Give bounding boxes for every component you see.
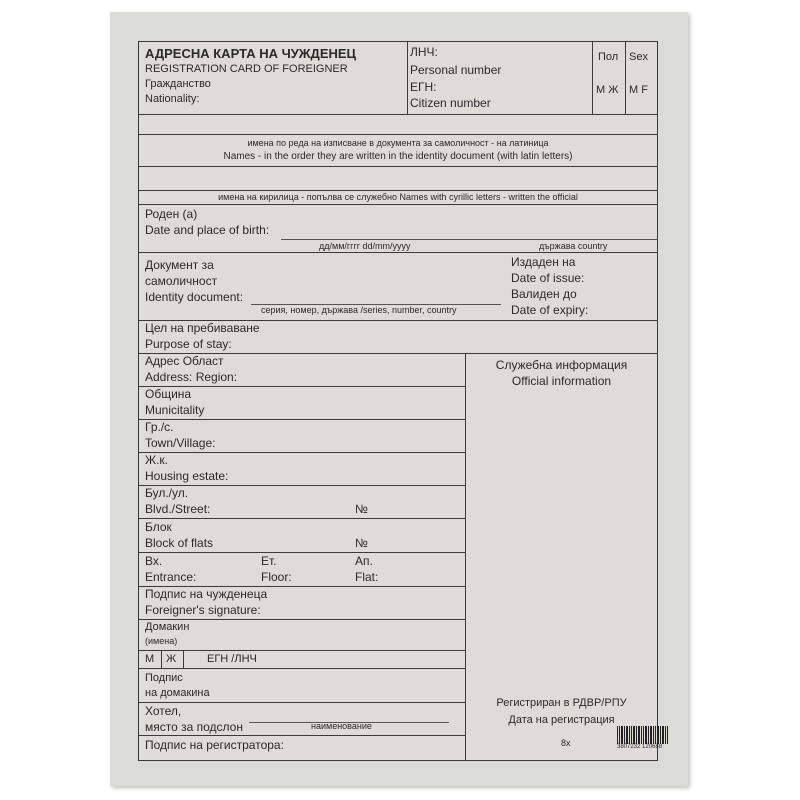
row-divider [139,419,465,420]
municipality-label-bg: Община [145,387,192,401]
street-number-sign: № [355,502,368,516]
divider [625,42,626,114]
registered-label: Регистриран в РДВР/РПУ [496,697,627,709]
row-divider [139,702,465,703]
personal-number-label: Personal number [410,63,502,77]
row-divider [139,166,657,167]
housing-label-bg: Ж.к. [145,453,168,467]
block-number-sign: № [355,536,368,550]
official-title-en: Official information [511,374,612,388]
identity-series-hint: серия, номер, държава /series, number, country [261,305,457,315]
row-divider [139,204,657,205]
row-divider [139,190,657,191]
flat-label-en: Flat: [355,570,379,584]
floor-label-bg: Ет. [261,554,277,568]
registration-date-label: Дата на регистрация [508,714,615,726]
hotel-label-2: място за подслон [145,720,243,734]
sex-label-en: Sex [629,51,648,63]
town-label-en: Town/Village: [145,436,216,450]
foreigner-signature-label-bg: Подпис на чужденеца [145,587,268,601]
identity-label-en: Identity document: [145,290,244,304]
birth-date-hint: дд/мм/гггг dd/mm/yyyy [319,241,411,251]
birth-label-en: Date and place of birth: [145,223,270,237]
official-title-bg: Служебна информация [495,358,628,372]
form-frame [138,41,658,761]
street-label-en: Blvd./Street: [145,502,211,516]
purpose-label-en: Purpose of stay: [145,337,232,351]
row-divider [139,552,465,553]
row-divider [139,252,657,253]
sex-options-en: M F [629,84,648,96]
divider [407,42,408,114]
flat-label-bg: Ап. [355,554,373,568]
row-divider [139,619,465,620]
barcode [617,726,669,752]
identity-label-bg-2: самоличност [145,274,218,288]
block-label-bg: Блок [145,520,172,534]
divider [592,42,593,114]
title-en: REGISTRATION CARD OF FOREIGNER [145,63,348,75]
region-label-en: Address: Region: [145,370,238,384]
birth-country-hint: държава country [539,241,608,251]
registration-card [110,12,688,786]
row-divider [139,134,657,135]
sex-label-bg: Пол [598,51,619,63]
host-signature-label-1: Подпис [145,672,183,684]
row-divider [139,735,465,736]
housing-label-en: Housing estate: [145,469,229,483]
foreigner-signature-label-en: Foreigner's signature: [145,603,261,617]
issued-label-bg: Издаден на [511,255,576,269]
names-cyrillic-hint: имена на кирилица - попълва се служебно Names with cyrillic letters - written the official [218,192,578,202]
nationality-label-bg: Гражданство [145,78,211,90]
divider [161,650,162,668]
entrance-label-en: Entrance: [145,570,197,584]
birth-fill-line [281,239,657,240]
host-signature-label-2: на домакина [145,687,210,699]
host-egn-label: ЕГН /ЛНЧ [207,653,257,665]
valid-label-bg: Валиден до [511,287,577,301]
host-sex-m: М [145,653,155,665]
lnch-label: ЛНЧ: [410,45,438,59]
hotel-name-hint: наименование [311,721,372,731]
sex-options-bg: М Ж [596,84,619,96]
names-latin-hint-bg: имена по реда на изписване в документа за самоличност - на латиница [247,138,549,148]
floor-label-en: Floor: [261,570,292,584]
row-divider [139,668,465,669]
egn-label: ЕГН: [410,80,437,94]
barcode-digits: 3807232 120688 [617,744,663,750]
row-divider [139,452,465,453]
host-names-hint: (имена) [145,636,178,646]
purpose-label-bg: Цел на пребиваване [145,321,260,335]
issued-label-en: Date of issue: [511,271,585,285]
divider [183,650,184,668]
row-divider [139,114,657,115]
hotel-label-1: Хотел, [145,704,182,718]
host-label: Домакин [145,621,190,633]
street-label-bg: Бул./ул. [145,486,189,500]
host-sex-f: Ж [166,653,177,665]
title-bg: АДРЕСНА КАРТА НА ЧУЖДЕНЕЦ [145,46,357,61]
nationality-label-en: Nationality: [145,93,200,105]
row-divider [139,518,465,519]
region-label-bg: Адрес Област [145,354,224,368]
birth-label-bg: Роден (а) [145,207,198,221]
barcode-bars [617,726,669,744]
names-latin-hint-en: Names - in the order they are written in the identity document (with latin letters) [223,151,573,162]
citizen-number-label: Citizen number [410,96,491,110]
identity-label-bg-1: Документ за [145,258,214,272]
block-label-en: Block of flats [145,536,214,550]
valid-label-en: Date of expiry: [511,303,589,317]
row-divider [139,650,465,651]
town-label-bg: Гр./с. [145,420,174,434]
form-code: 8x [561,738,571,748]
registrar-signature-label: Подпис на регистратора: [145,738,284,752]
entrance-label-bg: Вх. [145,554,163,568]
municipality-label-en: Municitality [145,403,205,417]
